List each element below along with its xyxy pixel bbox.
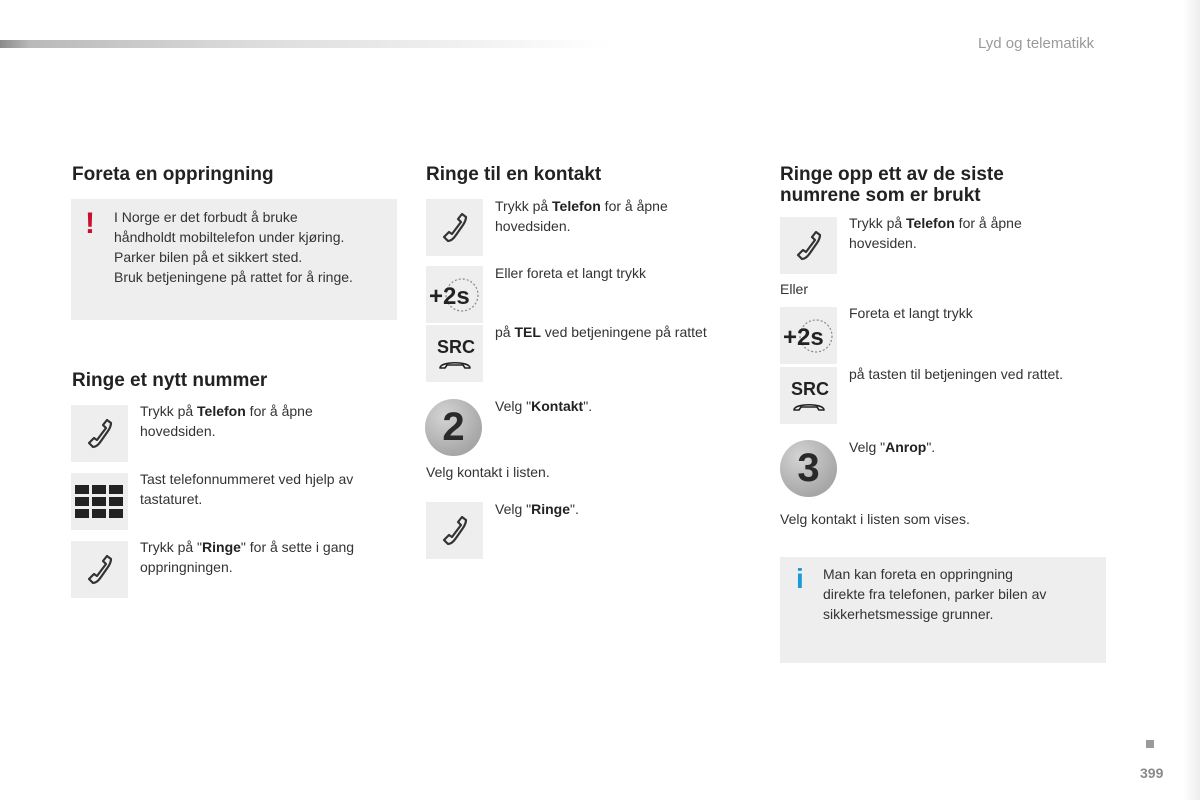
recent-list-text: Velg kontakt i listen som vises. bbox=[780, 511, 970, 527]
phone-icon bbox=[438, 211, 472, 245]
new-number-step3: Trykk på "Ringe" for å sette i gang oppringningen. bbox=[140, 539, 355, 575]
contact-step1: Trykk på Telefon for å åpne hovedsiden. bbox=[495, 198, 668, 234]
page-edge bbox=[1183, 0, 1200, 800]
heading-call-contact: Ringe til en kontakt bbox=[426, 164, 602, 185]
phone-button bbox=[426, 502, 483, 559]
keypad-button bbox=[71, 473, 128, 530]
info-text: Man kan foreta en oppringning direkte fra telefonen, parker bilen av sikkerhetsmessige grunner. bbox=[823, 566, 1047, 622]
src-button bbox=[780, 367, 837, 424]
section-title: Lyd og telematikk bbox=[978, 35, 1095, 52]
new-number-step2: Tast telefonnummeret ved hjelp av tastaturet. bbox=[140, 471, 354, 507]
or-text: Eller bbox=[780, 281, 809, 297]
phone-button bbox=[71, 541, 128, 598]
phone-icon bbox=[438, 514, 472, 548]
keypad-icon bbox=[75, 485, 125, 519]
phone-button bbox=[780, 217, 837, 274]
src-button bbox=[426, 325, 483, 382]
phone-button bbox=[426, 199, 483, 256]
phone-icon bbox=[792, 229, 826, 263]
warning-box bbox=[71, 199, 397, 320]
warning-icon: ! bbox=[85, 207, 95, 240]
new-number-step1: Trykk på Telefon for å åpne hovedsiden. bbox=[140, 403, 313, 439]
recent-longpress: Foreta et langt trykk bbox=[849, 305, 973, 321]
heading-recent-numbers: Ringe opp ett av de siste numrene som er brukt bbox=[780, 164, 1004, 206]
recent-call: Velg "Anrop". bbox=[849, 439, 936, 455]
recent-steering: på tasten til betjeningen ved rattet. bbox=[849, 366, 1064, 382]
page-marker bbox=[1146, 740, 1154, 748]
recent-step1: Trykk på Telefon for å åpne hovesiden. bbox=[849, 215, 1022, 251]
long-press-button bbox=[780, 307, 837, 364]
svg-text:SRC: SRC bbox=[790, 378, 829, 399]
page-number: 399 bbox=[1140, 765, 1164, 781]
long-press-button bbox=[426, 266, 483, 323]
header-bar bbox=[0, 40, 610, 48]
info-box bbox=[780, 557, 1106, 663]
heading-make-call: Foreta en oppringning bbox=[72, 164, 274, 185]
contact-ring: Velg "Ringe". bbox=[495, 501, 579, 517]
phone-icon bbox=[83, 417, 117, 451]
svg-text:+2s: +2s bbox=[428, 282, 470, 310]
phone-icon bbox=[83, 553, 117, 587]
info-icon: i bbox=[796, 563, 804, 594]
contact-tel: på TEL ved betjeningene på rattet bbox=[495, 324, 707, 340]
step-number-badge: 3 bbox=[780, 440, 837, 497]
svg-text:SRC: SRC bbox=[436, 336, 475, 357]
heading-new-number: Ringe et nytt nummer bbox=[72, 370, 268, 391]
contact-select: Velg "Kontakt". bbox=[495, 398, 593, 414]
long-press-icon bbox=[782, 316, 836, 356]
step-number-badge: 2 bbox=[425, 399, 482, 456]
svg-text:+2s: +2s bbox=[782, 323, 824, 351]
contact-longpress: Eller foreta et langt trykk bbox=[495, 265, 646, 281]
phone-button bbox=[71, 405, 128, 462]
contact-list-text: Velg kontakt i listen. bbox=[426, 464, 550, 480]
src-icon bbox=[432, 334, 478, 374]
long-press-icon bbox=[428, 275, 482, 315]
warning-text: I Norge er det forbudt å bruke håndholdt mobiltelefon under kjøring. Parker bilen på et sikkert sted. Bruk betjeningene på rattet for å ringe. bbox=[114, 209, 353, 285]
src-icon bbox=[786, 376, 832, 416]
